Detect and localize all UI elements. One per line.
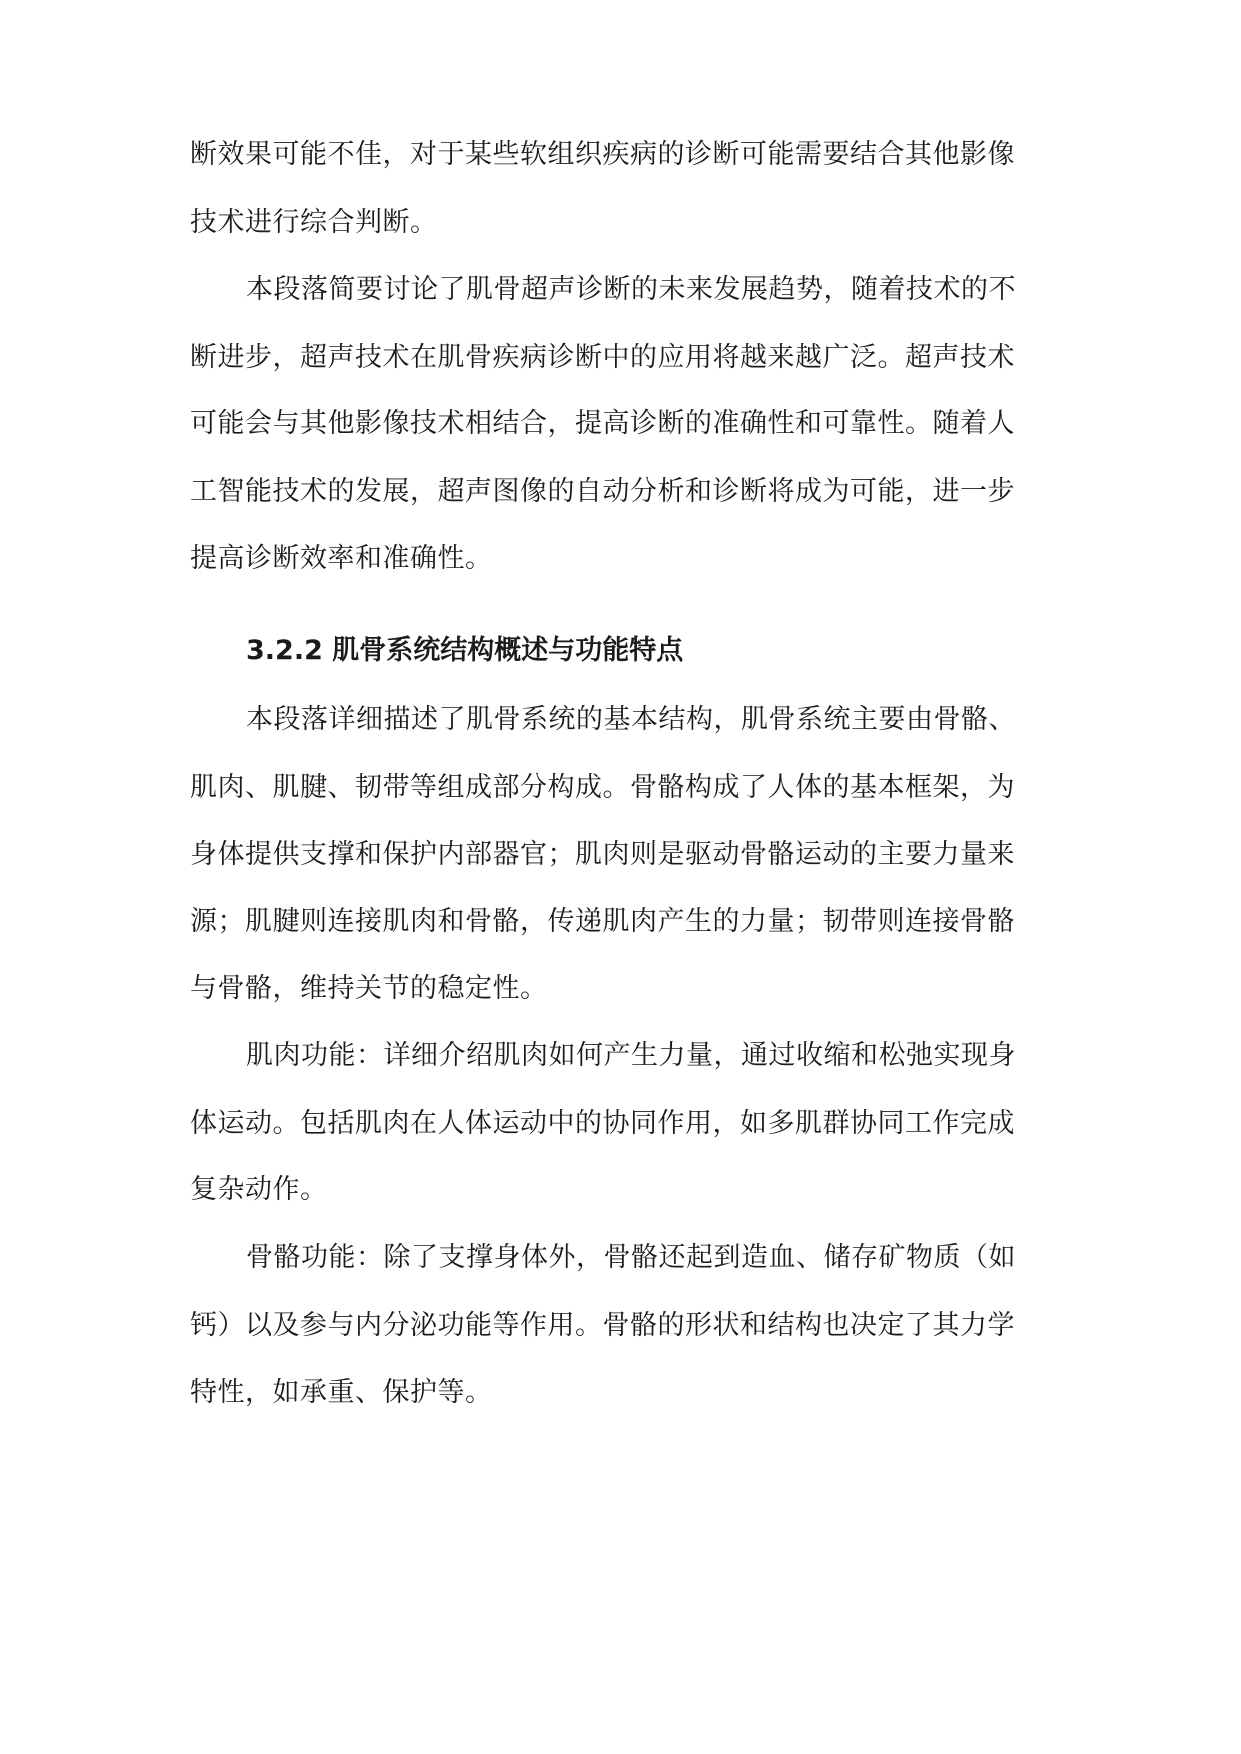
para3-line-2: 肌肉、肌腱、韧带等组成部分构成。骨骼构成了人体的基本框架，为 [190, 772, 1015, 803]
section-heading: 3.2.2 肌骨系统结构概述与功能特点 [246, 635, 684, 666]
para3-line-5: 与骨骼，维持关节的稳定性。 [190, 973, 548, 1004]
para3-line-4: 源；肌腱则连接肌肉和骨骼，传递肌肉产生的力量；韧带则连接骨骼 [190, 906, 1015, 937]
para5-line-1: 骨骼功能：除了支撑身体外，骨骼还起到造血、储存矿物质（如 [246, 1242, 1016, 1273]
para2-line-3: 可能会与其他影像技术相结合，提高诊断的准确性和可靠性。随着人 [190, 408, 1015, 439]
para4-line-1: 肌肉功能：详细介绍肌肉如何产生力量，通过收缩和松弛实现身 [246, 1040, 1016, 1071]
para5-line-2: 钙）以及参与内分泌功能等作用。骨骼的形状和结构也决定了其力学 [190, 1310, 1015, 1341]
para4-line-3: 复杂动作。 [190, 1174, 328, 1205]
para3-line-1: 本段落详细描述了肌骨系统的基本结构，肌骨系统主要由骨骼、 [246, 704, 1016, 735]
para1-line-2: 技术进行综合判断。 [190, 207, 438, 238]
para4-line-2: 体运动。包括肌肉在人体运动中的协同作用，如多肌群协同工作完成 [190, 1108, 1015, 1139]
para1-line-1: 断效果可能不佳，对于某些软组织疾病的诊断可能需要结合其他影像 [190, 139, 1015, 170]
para2-line-2: 断进步，超声技术在肌骨疾病诊断中的应用将越来越广泛。超声技术 [190, 342, 1015, 373]
para5-line-3: 特性，如承重、保护等。 [190, 1377, 493, 1408]
para2-line-5: 提高诊断效率和准确性。 [190, 543, 493, 574]
para2-line-4: 工智能技术的发展，超声图像的自动分析和诊断将成为可能，进一步 [190, 476, 1015, 507]
para3-line-3: 身体提供支撑和保护内部器官；肌肉则是驱动骨骼运动的主要力量来 [190, 839, 1015, 870]
para2-line-1: 本段落简要讨论了肌骨超声诊断的未来发展趋势，随着技术的不 [246, 274, 1016, 305]
